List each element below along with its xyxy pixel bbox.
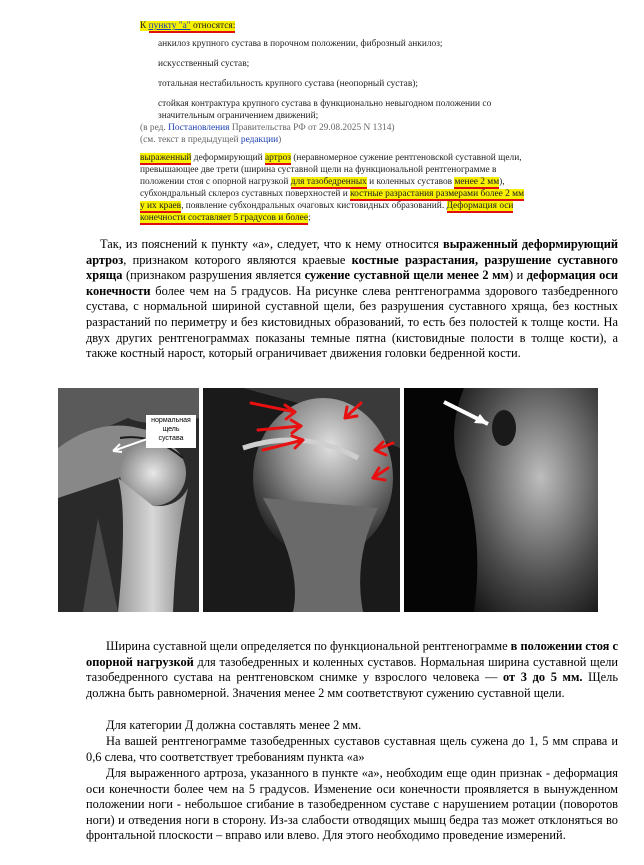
xray-normal-hip <box>58 388 199 612</box>
xray-arthrosis-image <box>203 388 400 612</box>
xray-arthrosis-white-arrow <box>404 388 598 612</box>
law-heading: К пункту "а" относятся: <box>140 21 236 31</box>
xray-label: нормальная щель сустава <box>151 417 191 442</box>
deformation-paragraph: Для выраженного артроза, указанного в пункте «а», необходим еще один признак - деформация оси конечности более чем на 5 градусов. Изменение оси конечности проявляется в вынужденном положении ноги - небольшое сгибание в тазобедренном суставе с нарушением ротации (поворотов ноги) и отведения ноги в сторону. Из-за слабости отводящих мышц бедра таз может отклоняться во фронтальной плоскости – вправо или влево. Для этого необходимо проведение измерений. <box>86 766 618 843</box>
redaktsii-link[interactable]: редакции <box>240 135 279 145</box>
law-item: искусственный сустав; <box>158 59 250 69</box>
explanation-paragraph: Так, из пояснений к пункту «а», следует, что к нему относится выраженный деформирующий артроз, признаком которого являются краевые костные разрастания, разрушение суставного хряща (признаком разрушения является сужение суставной щели менее 2 мм) и деформация оси конечности более чем на 5 градусов. На рисунке слева рентгенограмма здорового тазбедренного сустава, с нормальной шириной суставной щели, без разрушения суставного хряща, без костных разрастаний по периметру и без кистовидных образований, то есть без полостей к толще кости. На двух других рентгенограммах показаны темные пятна (кистовидные полости в толще кости), а также костный нарост, который ограничивает движения головки бедренной кости. <box>86 237 619 361</box>
your-xray-paragraph: На вашей рентгенограмме тазобедренных суставов суставная щель сужена до 1, 5 мм справа и 0,6 слева, что соответствует требованиям пункта «а» <box>86 734 618 764</box>
law-reference: (см. текст в предыдущей редакции) <box>140 135 282 145</box>
law-excerpt <box>140 20 530 224</box>
law-item: стойкая контрактура крупного сустава в функционально невыгодном положении со значительным ограничением движений; <box>158 99 492 121</box>
punkt-a-link[interactable]: пункту "а" <box>148 21 191 31</box>
postanovlenie-link[interactable]: Постановления <box>168 123 230 133</box>
xray-arthrosis-2-image <box>404 388 598 612</box>
width-paragraph: Ширина суставной щели определяется по функциональной рентгенограмме в положении стоя с опорной нагрузкой для тазобедренных и коленных суставов. Нормальная ширина суставной щели тазобедренного сустава на рентгеновском снимке у взрослого человека — от 3 до 5 мм. Щель должна быть равномерной. Значения менее 2 мм соответствуют сужению суставной щели. <box>86 639 619 700</box>
xray-arthrosis-arrows <box>203 388 400 612</box>
category-paragraph: Для категории Д должна составлять менее 2 мм. <box>106 718 362 732</box>
law-reference: (в ред. Постановления Правительства РФ от 29.08.2025 N 1314) <box>140 123 395 133</box>
law-item: анкилоз крупного сустава в порочном положении, фиброзный анкилоз; <box>158 39 443 49</box>
law-definition: выраженный деформирующий артроз (неравномерное сужение рентгеновской суставной щели, превышающее две трети (ширина суставной щели на функциональной рентгенограмме в положении стоя с опорной нагрузкой для тазобедренных и коленных суставов менее 2 мм), субхондральный склероз суставных поверхностей и костные разрастания размерами более 2 мм у их краев, появление субхондральных очаговых кистовидных образований. Деформация оси конечности составляет 5 градусов и более; <box>140 153 525 223</box>
law-item: тотальная нестабильность крупного сустава (неопорный сустав); <box>158 79 418 89</box>
